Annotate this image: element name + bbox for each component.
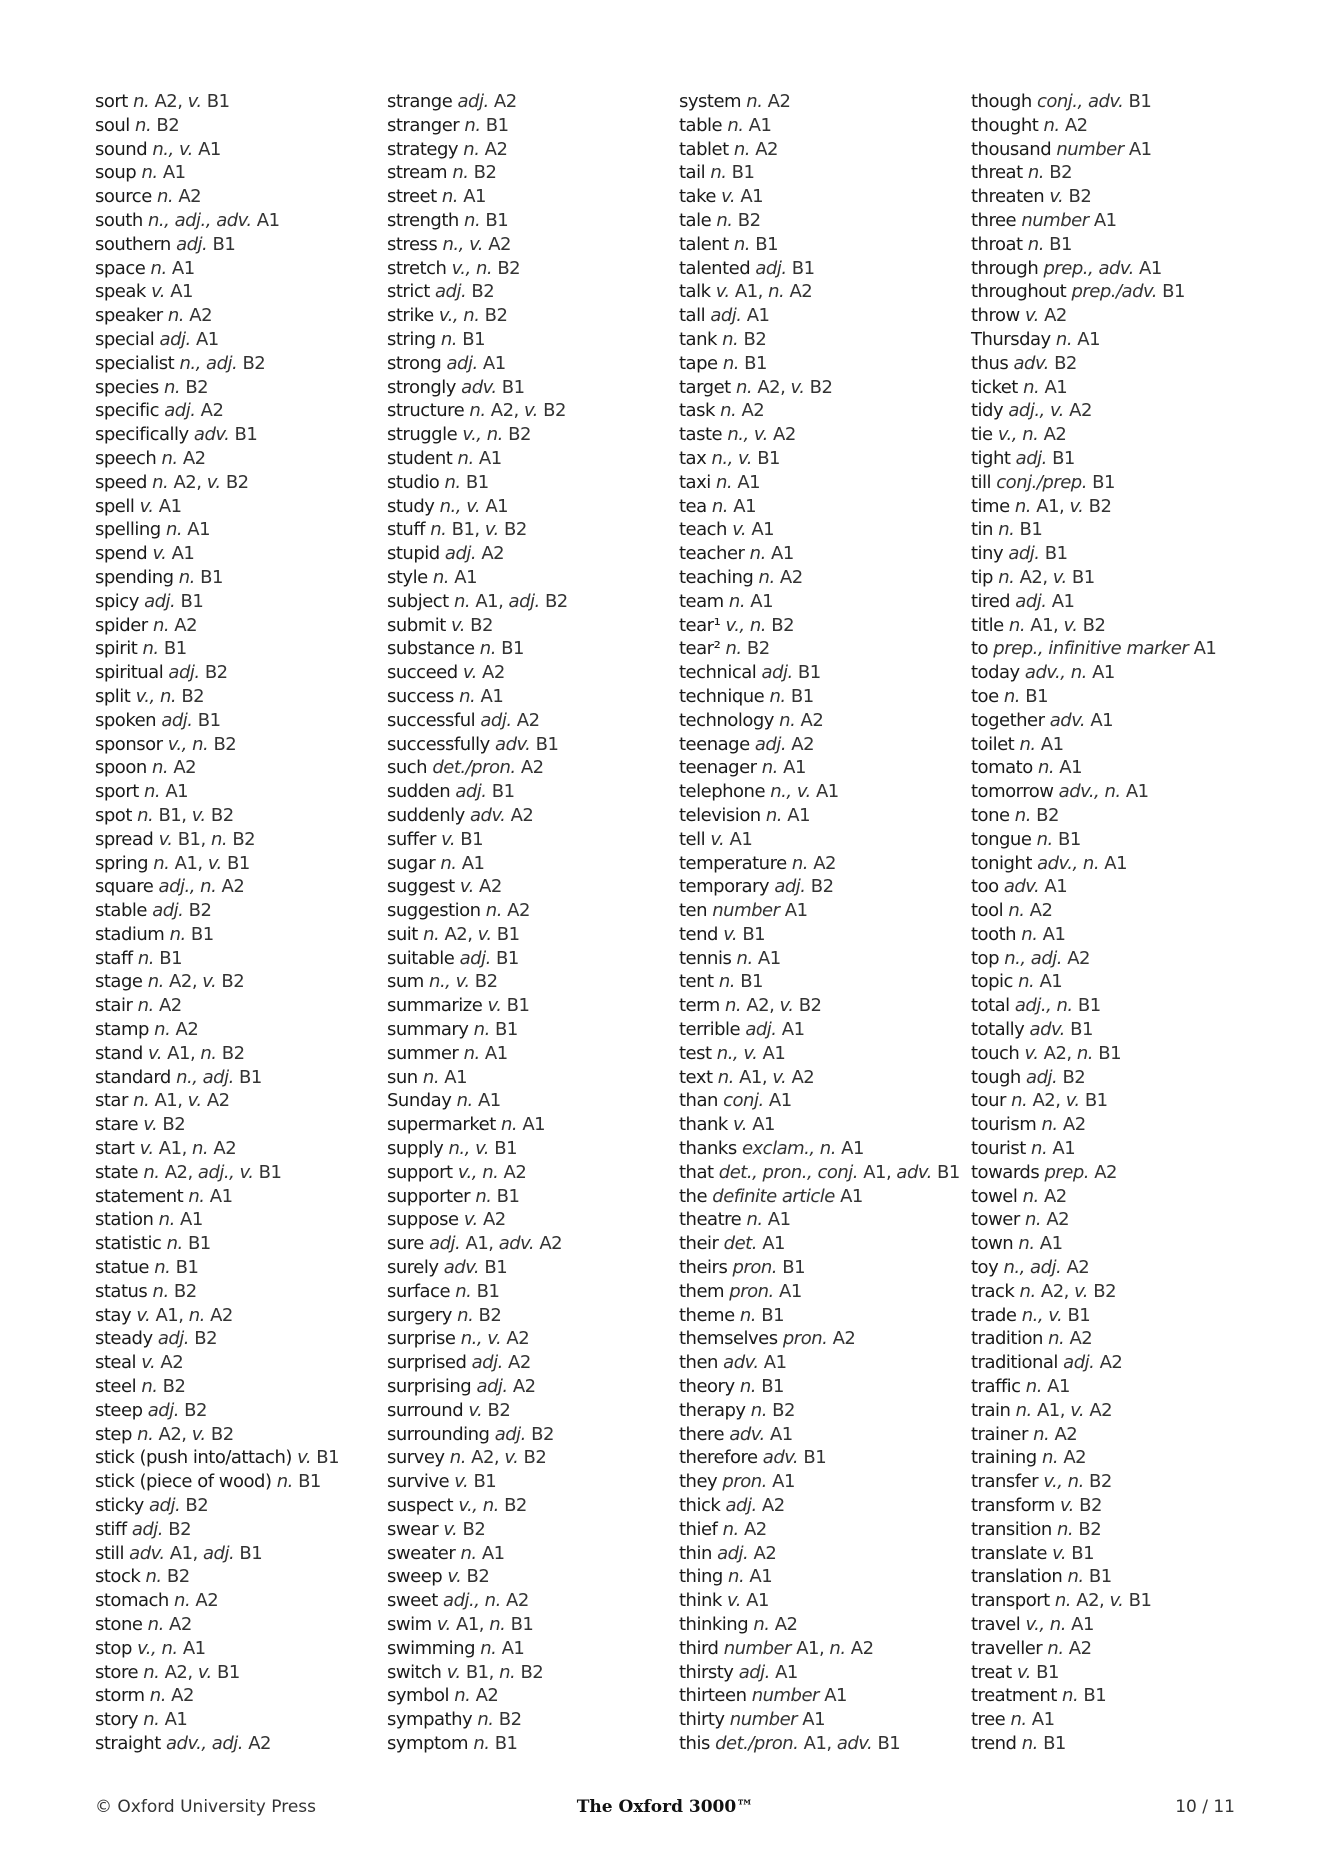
word-entry: survey n. A2, v. B2	[387, 1447, 547, 1469]
word-entry: tourism n. A2	[971, 1114, 1086, 1136]
word-entry: terrible adj. A1	[679, 1019, 805, 1041]
word-entry: spirit n. B1	[95, 638, 187, 660]
word-entry: standard n., adj. B1	[95, 1066, 262, 1088]
word-entry: south n., adj., adv. A1	[95, 209, 280, 231]
word-entry: tongue n. B1	[971, 828, 1081, 850]
word-entry: tomorrow adv., n. A1	[971, 781, 1149, 803]
word-entry: speed n. A2, v. B2	[95, 471, 249, 493]
word-entry: swim v. A1, n. B1	[387, 1614, 534, 1635]
word-entry: tell v. A1	[679, 828, 753, 850]
word-entry: tear¹ v., n. B2	[679, 614, 795, 636]
word-entry: spelling n. A1	[95, 519, 211, 541]
word-entry: thanks exclam., n. A1	[679, 1138, 864, 1160]
word-entry: sponsor v., n. B2	[95, 733, 237, 755]
word-entry: space n. A1	[95, 257, 195, 279]
word-entry: translate v. B1	[971, 1542, 1095, 1564]
word-entry: theme n. B1	[679, 1304, 785, 1326]
word-entry: star n. A1, v. A2	[95, 1090, 230, 1112]
word-entry: this det./pron. A1, adv. B1	[679, 1732, 901, 1754]
word-entry: stomach n. A2	[95, 1590, 219, 1612]
word-entry: stretch v., n. B2	[387, 257, 521, 279]
word-entry: transition n. B2	[971, 1518, 1102, 1540]
word-entry: treat v. B1	[971, 1661, 1059, 1683]
word-entry: stream n. B2	[387, 162, 497, 184]
word-entry: such det./pron. A2	[387, 757, 544, 779]
word-entry: style n. A1	[387, 566, 478, 588]
word-entry: third number A1, n. A2	[679, 1637, 874, 1659]
word-entry: sweet adj., n. A2	[387, 1590, 529, 1612]
word-entry: step n. A2, v. B2	[95, 1423, 234, 1445]
word-entry: translation n. B1	[971, 1566, 1112, 1588]
word-column-1	[95, 90, 387, 1756]
word-entry: surgery n. B2	[387, 1304, 502, 1326]
word-entry: top n., adj. A2	[971, 947, 1090, 969]
word-entry: staff n. B1	[95, 947, 183, 969]
word-entry: studio n. B1	[387, 471, 489, 493]
word-entry: suddenly adv. A2	[387, 804, 534, 826]
word-entry: themselves pron. A2	[679, 1328, 856, 1350]
word-entry: spoon n. A2	[95, 757, 197, 779]
word-entry: stranger n. B1	[387, 114, 509, 136]
word-entry: training n. A2	[971, 1447, 1087, 1469]
word-entry: subject n. A1, adj. B2	[387, 590, 568, 612]
word-entry: touch v. A2, n. B1	[971, 1042, 1122, 1064]
word-entry: teacher n. A1	[679, 543, 794, 565]
word-entry: three number A1	[971, 209, 1117, 231]
word-entry: title n. A1, v. B2	[971, 614, 1106, 636]
word-entry: tennis n. A1	[679, 947, 781, 969]
word-entry: term n. A2, v. B2	[679, 995, 822, 1017]
word-entry: tin n. B1	[971, 519, 1043, 541]
word-entry: surface n. B1	[387, 1280, 500, 1302]
word-entry: switch v. B1, n. B2	[387, 1661, 544, 1683]
word-entry: teach v. A1	[679, 519, 775, 541]
word-entry: strongly adv. B1	[387, 376, 525, 398]
word-entry: thief n. A2	[679, 1518, 767, 1540]
word-entry: stress n., v. A2	[387, 233, 511, 255]
word-entry: test n., v. A1	[679, 1042, 786, 1064]
word-entry: thirteen number A1	[679, 1685, 847, 1707]
word-entry: then adv. A1	[679, 1352, 787, 1374]
word-entry: spider n. A2	[95, 614, 198, 636]
word-entry: summarize v. B1	[387, 995, 530, 1017]
word-entry: tower n. A2	[971, 1209, 1070, 1231]
word-entry: sun n. A1	[387, 1066, 468, 1088]
word-entry: stare v. B2	[95, 1114, 186, 1136]
word-entry: strict adj. B2	[387, 281, 495, 303]
word-entry: tent n. B1	[679, 971, 763, 993]
word-entry: teenager n. A1	[679, 757, 806, 779]
word-entry: tear² n. B2	[679, 638, 770, 660]
word-entry: species n. B2	[95, 376, 209, 398]
word-entry: sticky adj. B2	[95, 1495, 209, 1517]
word-entry: stuff n. B1, v. B2	[387, 519, 527, 541]
word-entry: stop v., n. A1	[95, 1637, 206, 1659]
word-entry: tired adj. A1	[971, 590, 1075, 612]
word-entry: thinking n. A2	[679, 1614, 798, 1635]
word-entry: traffic n. A1	[971, 1376, 1070, 1398]
word-entry: towards prep. A2	[971, 1161, 1117, 1183]
word-entry: square adj., n. A2	[95, 876, 245, 898]
word-entry: sure adj. A1, adv. A2	[387, 1233, 563, 1255]
word-entry: toy n., adj. A2	[971, 1257, 1090, 1279]
word-entry: train n. A1, v. A2	[971, 1399, 1113, 1421]
word-entry: surprising adj. A2	[387, 1376, 536, 1398]
word-entry: spicy adj. B1	[95, 590, 204, 612]
word-entry: specifically adv. B1	[95, 424, 258, 446]
word-entry: thus adv. B2	[971, 352, 1077, 374]
word-entry: table n. A1	[679, 114, 772, 136]
word-entry: tourist n. A1	[971, 1138, 1076, 1160]
word-entry: taste n., v. A2	[679, 424, 796, 446]
word-entry: struggle v., n. B2	[387, 424, 531, 446]
word-entry: target n. A2, v. B2	[679, 376, 833, 398]
word-entry: story n. A1	[95, 1709, 188, 1731]
word-entry: tend v. B1	[679, 923, 766, 945]
word-entry: theory n. B1	[679, 1376, 784, 1398]
word-entry: surround v. B2	[387, 1399, 511, 1421]
word-entry: thirty number A1	[679, 1709, 826, 1731]
word-entry: their det. A1	[679, 1233, 785, 1255]
word-entry: status n. B2	[95, 1280, 197, 1302]
word-entry: sport n. A1	[95, 781, 189, 803]
word-entry: sugar n. A1	[387, 852, 485, 874]
word-entry: strong adj. A1	[387, 352, 506, 374]
word-entry: thin adj. A2	[679, 1542, 777, 1564]
word-entry: specialist n., adj. B2	[95, 352, 266, 374]
word-entry: totally adv. B1	[971, 1019, 1093, 1041]
word-list	[95, 90, 1255, 1756]
word-entry: therapy n. B2	[679, 1399, 795, 1421]
word-entry: track n. A2, v. B2	[971, 1280, 1117, 1302]
word-entry: ten number A1	[679, 900, 808, 922]
word-entry: statue n. B1	[95, 1257, 199, 1279]
word-entry: tail n. B1	[679, 162, 755, 184]
word-entry: tomato n. A1	[971, 757, 1083, 779]
word-entry: study n., v. A1	[387, 495, 509, 517]
word-entry: task n. A2	[679, 400, 765, 422]
word-entry: tough adj. B2	[971, 1066, 1086, 1088]
word-column-2	[387, 90, 679, 1756]
word-entry: tip n. A2, v. B1	[971, 566, 1095, 588]
word-entry: steel n. B2	[95, 1376, 186, 1398]
word-column-3	[679, 90, 971, 1756]
word-entry: spring n. A1, v. B1	[95, 852, 250, 874]
word-entry: store n. A2, v. B1	[95, 1661, 240, 1683]
word-entry: spiritual adj. B2	[95, 662, 228, 684]
word-entry: talk v. A1, n. A2	[679, 281, 813, 303]
word-entry: surely adv. B1	[387, 1257, 508, 1279]
word-entry: steep adj. B2	[95, 1399, 207, 1421]
word-entry: southern adj. B1	[95, 233, 236, 255]
word-entry: thing n. A1	[679, 1566, 773, 1588]
word-entry: structure n. A2, v. B2	[387, 400, 566, 422]
word-entry: time n. A1, v. B2	[971, 495, 1112, 517]
word-entry: Sunday n. A1	[387, 1090, 501, 1112]
word-entry: swear v. B2	[387, 1518, 486, 1540]
word-entry: spread v. B1, n. B2	[95, 828, 256, 850]
word-entry: taxi n. A1	[679, 471, 761, 493]
word-entry: through prep., adv. A1	[971, 257, 1162, 279]
word-entry: stamp n. A2	[95, 1019, 199, 1041]
word-entry: stone n. A2	[95, 1614, 192, 1635]
word-entry: thousand number A1	[971, 138, 1152, 160]
word-entry: take v. A1	[679, 186, 764, 208]
word-entry: till conj./prep. B1	[971, 471, 1115, 493]
word-entry: towel n. A2	[971, 1185, 1067, 1207]
word-entry: stage n. A2, v. B2	[95, 971, 245, 993]
word-entry: travel v., n. A1	[971, 1614, 1094, 1635]
word-entry: to prep., infinitive marker A1	[971, 638, 1217, 660]
word-entry: suit n. A2, v. B1	[387, 923, 520, 945]
word-entry: stiff adj. B2	[95, 1518, 192, 1540]
word-entry: soul n. B2	[95, 114, 180, 136]
word-entry: threat n. B2	[971, 162, 1073, 184]
word-entry: they pron. A1	[679, 1471, 795, 1493]
word-entry: support v., n. A2	[387, 1161, 527, 1183]
word-entry: transfer v., n. B2	[971, 1471, 1112, 1493]
word-entry: special adj. A1	[95, 328, 219, 350]
word-entry: specific adj. A2	[95, 400, 224, 422]
word-entry: thirsty adj. A1	[679, 1661, 798, 1683]
word-entry: therefore adv. B1	[679, 1447, 827, 1469]
word-entry: tea n. A1	[679, 495, 757, 517]
word-entry: trade n., v. B1	[971, 1304, 1091, 1326]
word-entry: string n. B1	[387, 328, 486, 350]
word-entry: sweater n. A1	[387, 1542, 505, 1564]
word-entry: tradition n. A2	[971, 1328, 1093, 1350]
word-entry: temperature n. A2	[679, 852, 837, 874]
word-entry: symptom n. B1	[387, 1732, 518, 1754]
word-entry: tiny adj. B1	[971, 543, 1068, 565]
word-entry: successfully adv. B1	[387, 733, 559, 755]
word-entry: suffer v. B1	[387, 828, 484, 850]
word-entry: than conj. A1	[679, 1090, 792, 1112]
word-entry: tooth n. A1	[971, 923, 1066, 945]
word-entry: the definite article A1	[679, 1185, 863, 1207]
word-entry: throat n. B1	[971, 233, 1072, 255]
word-entry: surprise n., v. A2	[387, 1328, 530, 1350]
word-entry: tonight adv., n. A1	[971, 852, 1128, 874]
word-entry: stair n. A2	[95, 995, 182, 1017]
word-entry: tablet n. A2	[679, 138, 779, 160]
word-entry: treatment n. B1	[971, 1685, 1107, 1707]
word-entry: stable adj. B2	[95, 900, 212, 922]
word-entry: tree n. A1	[971, 1709, 1055, 1731]
word-entry: split v., n. B2	[95, 685, 205, 707]
word-entry: successful adj. A2	[387, 709, 540, 731]
word-entry: survive v. B1	[387, 1471, 497, 1493]
word-entry: traditional adj. A2	[971, 1352, 1123, 1374]
word-entry: town n. A1	[971, 1233, 1063, 1255]
page-number: 10 / 11	[1175, 1797, 1235, 1817]
word-entry: statement n. A1	[95, 1185, 233, 1207]
copyright-notice: © Oxford University Press	[95, 1797, 317, 1817]
word-entry: stick (piece of wood) n. B1	[95, 1471, 321, 1493]
word-entry: talented adj. B1	[679, 257, 815, 279]
word-entry: speaker n. A2	[95, 305, 213, 327]
word-entry: together adv. A1	[971, 709, 1114, 731]
word-entry: sound n., v. A1	[95, 138, 221, 160]
word-entry: summary n. B1	[387, 1019, 518, 1041]
word-entry: technology n. A2	[679, 709, 824, 731]
word-entry: thick adj. A2	[679, 1495, 785, 1517]
word-entry: tie v., n. A2	[971, 424, 1067, 446]
word-entry: Thursday n. A1	[971, 328, 1101, 350]
word-entry: too adv. A1	[971, 876, 1068, 898]
word-entry: summer n. A1	[387, 1042, 508, 1064]
word-entry: state n. A2, adj., v. B1	[95, 1161, 282, 1183]
word-entry: station n. A1	[95, 1209, 203, 1231]
word-entry: theirs pron. B1	[679, 1257, 806, 1279]
word-entry: speech n. A2	[95, 447, 206, 469]
word-entry: transport n. A2, v. B1	[971, 1590, 1152, 1612]
word-entry: throughout prep./adv. B1	[971, 281, 1185, 303]
word-entry: supermarket n. A1	[387, 1114, 546, 1136]
word-entry: though conj., adv. B1	[971, 91, 1152, 112]
word-entry: suspect v., n. B2	[387, 1495, 527, 1517]
word-entry: tale n. B2	[679, 209, 761, 231]
word-entry: team n. A1	[679, 590, 774, 612]
word-entry: them pron. A1	[679, 1280, 802, 1302]
word-entry: trend n. B1	[971, 1732, 1066, 1754]
word-entry: theatre n. A1	[679, 1209, 791, 1231]
word-entry: stand v. A1, n. B2	[95, 1042, 245, 1064]
word-entry: supply n., v. B1	[387, 1138, 518, 1160]
word-entry: text n. A1, v. A2	[679, 1066, 815, 1088]
word-entry: still adv. A1, adj. B1	[95, 1542, 263, 1564]
word-entry: ticket n. A1	[971, 376, 1068, 398]
word-entry: strange adj. A2	[387, 91, 517, 112]
word-entry: today adv., n. A1	[971, 662, 1115, 684]
word-entry: strength n. B1	[387, 209, 509, 231]
word-entry: temporary adj. B2	[679, 876, 834, 898]
word-entry: steady adj. B2	[95, 1328, 218, 1350]
word-entry: toe n. B1	[971, 685, 1049, 707]
word-entry: tall adj. A1	[679, 305, 770, 327]
word-entry: tone n. B2	[971, 804, 1059, 826]
word-entry: symbol n. A2	[387, 1685, 499, 1707]
word-entry: surprised adj. A2	[387, 1352, 531, 1374]
word-entry: storm n. A2	[95, 1685, 194, 1707]
word-entry: spend v. A1	[95, 543, 195, 565]
word-entry: steal v. A2	[95, 1352, 184, 1374]
page-footer	[95, 1797, 1235, 1821]
word-entry: stadium n. B1	[95, 923, 214, 945]
word-entry: spell v. A1	[95, 495, 182, 517]
word-entry: soup n. A1	[95, 162, 186, 184]
word-entry: spot n. B1, v. B2	[95, 804, 234, 826]
word-entry: that det., pron., conj. A1, adv. B1	[679, 1161, 960, 1183]
word-entry: total adj., n. B1	[971, 995, 1101, 1017]
word-entry: trainer n. A2	[971, 1423, 1078, 1445]
word-entry: sympathy n. B2	[387, 1709, 522, 1731]
word-entry: there adv. A1	[679, 1423, 793, 1445]
word-entry: supporter n. B1	[387, 1185, 520, 1207]
word-entry: sum n., v. B2	[387, 971, 498, 993]
word-entry: think v. A1	[679, 1590, 769, 1612]
word-entry: tank n. B2	[679, 328, 767, 350]
word-entry: talent n. B1	[679, 233, 779, 255]
word-entry: succeed v. A2	[387, 662, 505, 684]
word-entry: surrounding adj. B2	[387, 1423, 554, 1445]
word-entry: tidy adj., v. A2	[971, 400, 1092, 422]
word-entry: telephone n., v. A1	[679, 781, 839, 803]
word-entry: toilet n. A1	[971, 733, 1064, 755]
word-entry: straight adv., adj. A2	[95, 1732, 271, 1754]
word-entry: teaching n. A2	[679, 566, 803, 588]
word-entry: success n. A1	[387, 685, 504, 707]
word-entry: spoken adj. B1	[95, 709, 221, 731]
word-entry: suppose v. A2	[387, 1209, 506, 1231]
word-entry: tool n. A2	[971, 900, 1053, 922]
word-entry: student n. A1	[387, 447, 502, 469]
word-entry: speak v. A1	[95, 281, 193, 303]
word-entry: threaten v. B2	[971, 186, 1092, 208]
word-entry: tape n. B1	[679, 352, 767, 374]
word-entry: throw v. A2	[971, 305, 1067, 327]
word-entry: system n. A2	[679, 91, 791, 112]
word-column-4	[971, 90, 1263, 1756]
word-entry: traveller n. A2	[971, 1637, 1092, 1659]
word-entry: stupid adj. A2	[387, 543, 505, 565]
document-title: The Oxford 3000™	[576, 1797, 754, 1817]
word-entry: tight adj. B1	[971, 447, 1075, 469]
word-entry: statistic n. B1	[95, 1233, 211, 1255]
word-entry: topic n. A1	[971, 971, 1063, 993]
word-entry: suggest v. A2	[387, 876, 502, 898]
word-entry: substance n. B1	[387, 638, 524, 660]
word-entry: sort n. A2, v. B1	[95, 91, 230, 112]
word-entry: stay v. A1, n. A2	[95, 1304, 233, 1326]
word-entry: source n. A2	[95, 186, 202, 208]
word-entry: technical adj. B1	[679, 662, 821, 684]
word-entry: strike v., n. B2	[387, 305, 508, 327]
word-entry: suggestion n. A2	[387, 900, 530, 922]
word-entry: street n. A1	[387, 186, 487, 208]
word-entry: spending n. B1	[95, 566, 223, 588]
word-entry: suitable adj. B1	[387, 947, 519, 969]
word-entry: swimming n. A1	[387, 1637, 525, 1659]
word-entry: submit v. B2	[387, 614, 493, 636]
word-entry: tour n. A2, v. B1	[971, 1090, 1108, 1112]
word-entry: sweep v. B2	[387, 1566, 490, 1588]
word-entry: sudden adj. B1	[387, 781, 515, 803]
word-entry: stock n. B2	[95, 1566, 190, 1588]
word-entry: tax n., v. B1	[679, 447, 780, 469]
word-entry: stick (push into/attach) v. B1	[95, 1447, 340, 1469]
word-entry: teenage adj. A2	[679, 733, 815, 755]
word-entry: television n. A1	[679, 804, 811, 826]
word-entry: thought n. A2	[971, 114, 1088, 136]
word-entry: technique n. B1	[679, 685, 814, 707]
word-entry: strategy n. A2	[387, 138, 508, 160]
word-entry: start v. A1, n. A2	[95, 1138, 237, 1160]
word-entry: transform v. B2	[971, 1495, 1102, 1517]
word-entry: thank v. A1	[679, 1114, 775, 1136]
